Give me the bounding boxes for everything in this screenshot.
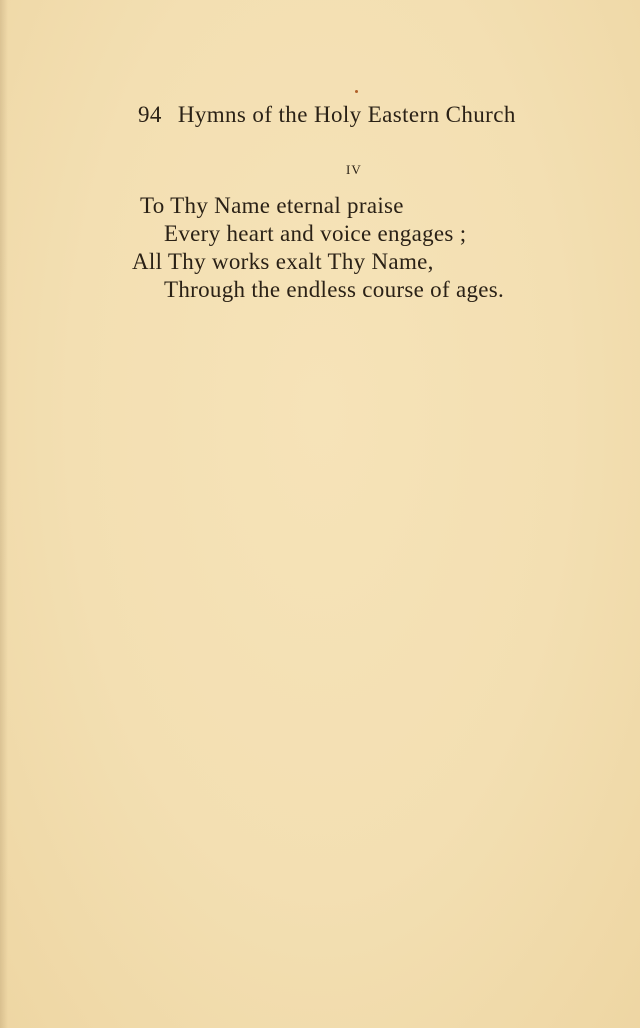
section-numeral: IV (346, 162, 362, 177)
book-title: Hymns of the Holy Eastern Church (177, 102, 516, 127)
running-head (138, 102, 568, 128)
verse-line: Every heart and voice engages ; (164, 221, 467, 246)
ink-speck (355, 90, 358, 93)
verse-line: To Thy Name eternal praise (140, 193, 404, 218)
verse-line: Through the endless course of ages. (164, 277, 505, 302)
verse-line: All Thy works exalt Thy Name, (132, 249, 434, 274)
page-edge-shadow (0, 0, 8, 1028)
page-number: 94 (138, 102, 162, 127)
